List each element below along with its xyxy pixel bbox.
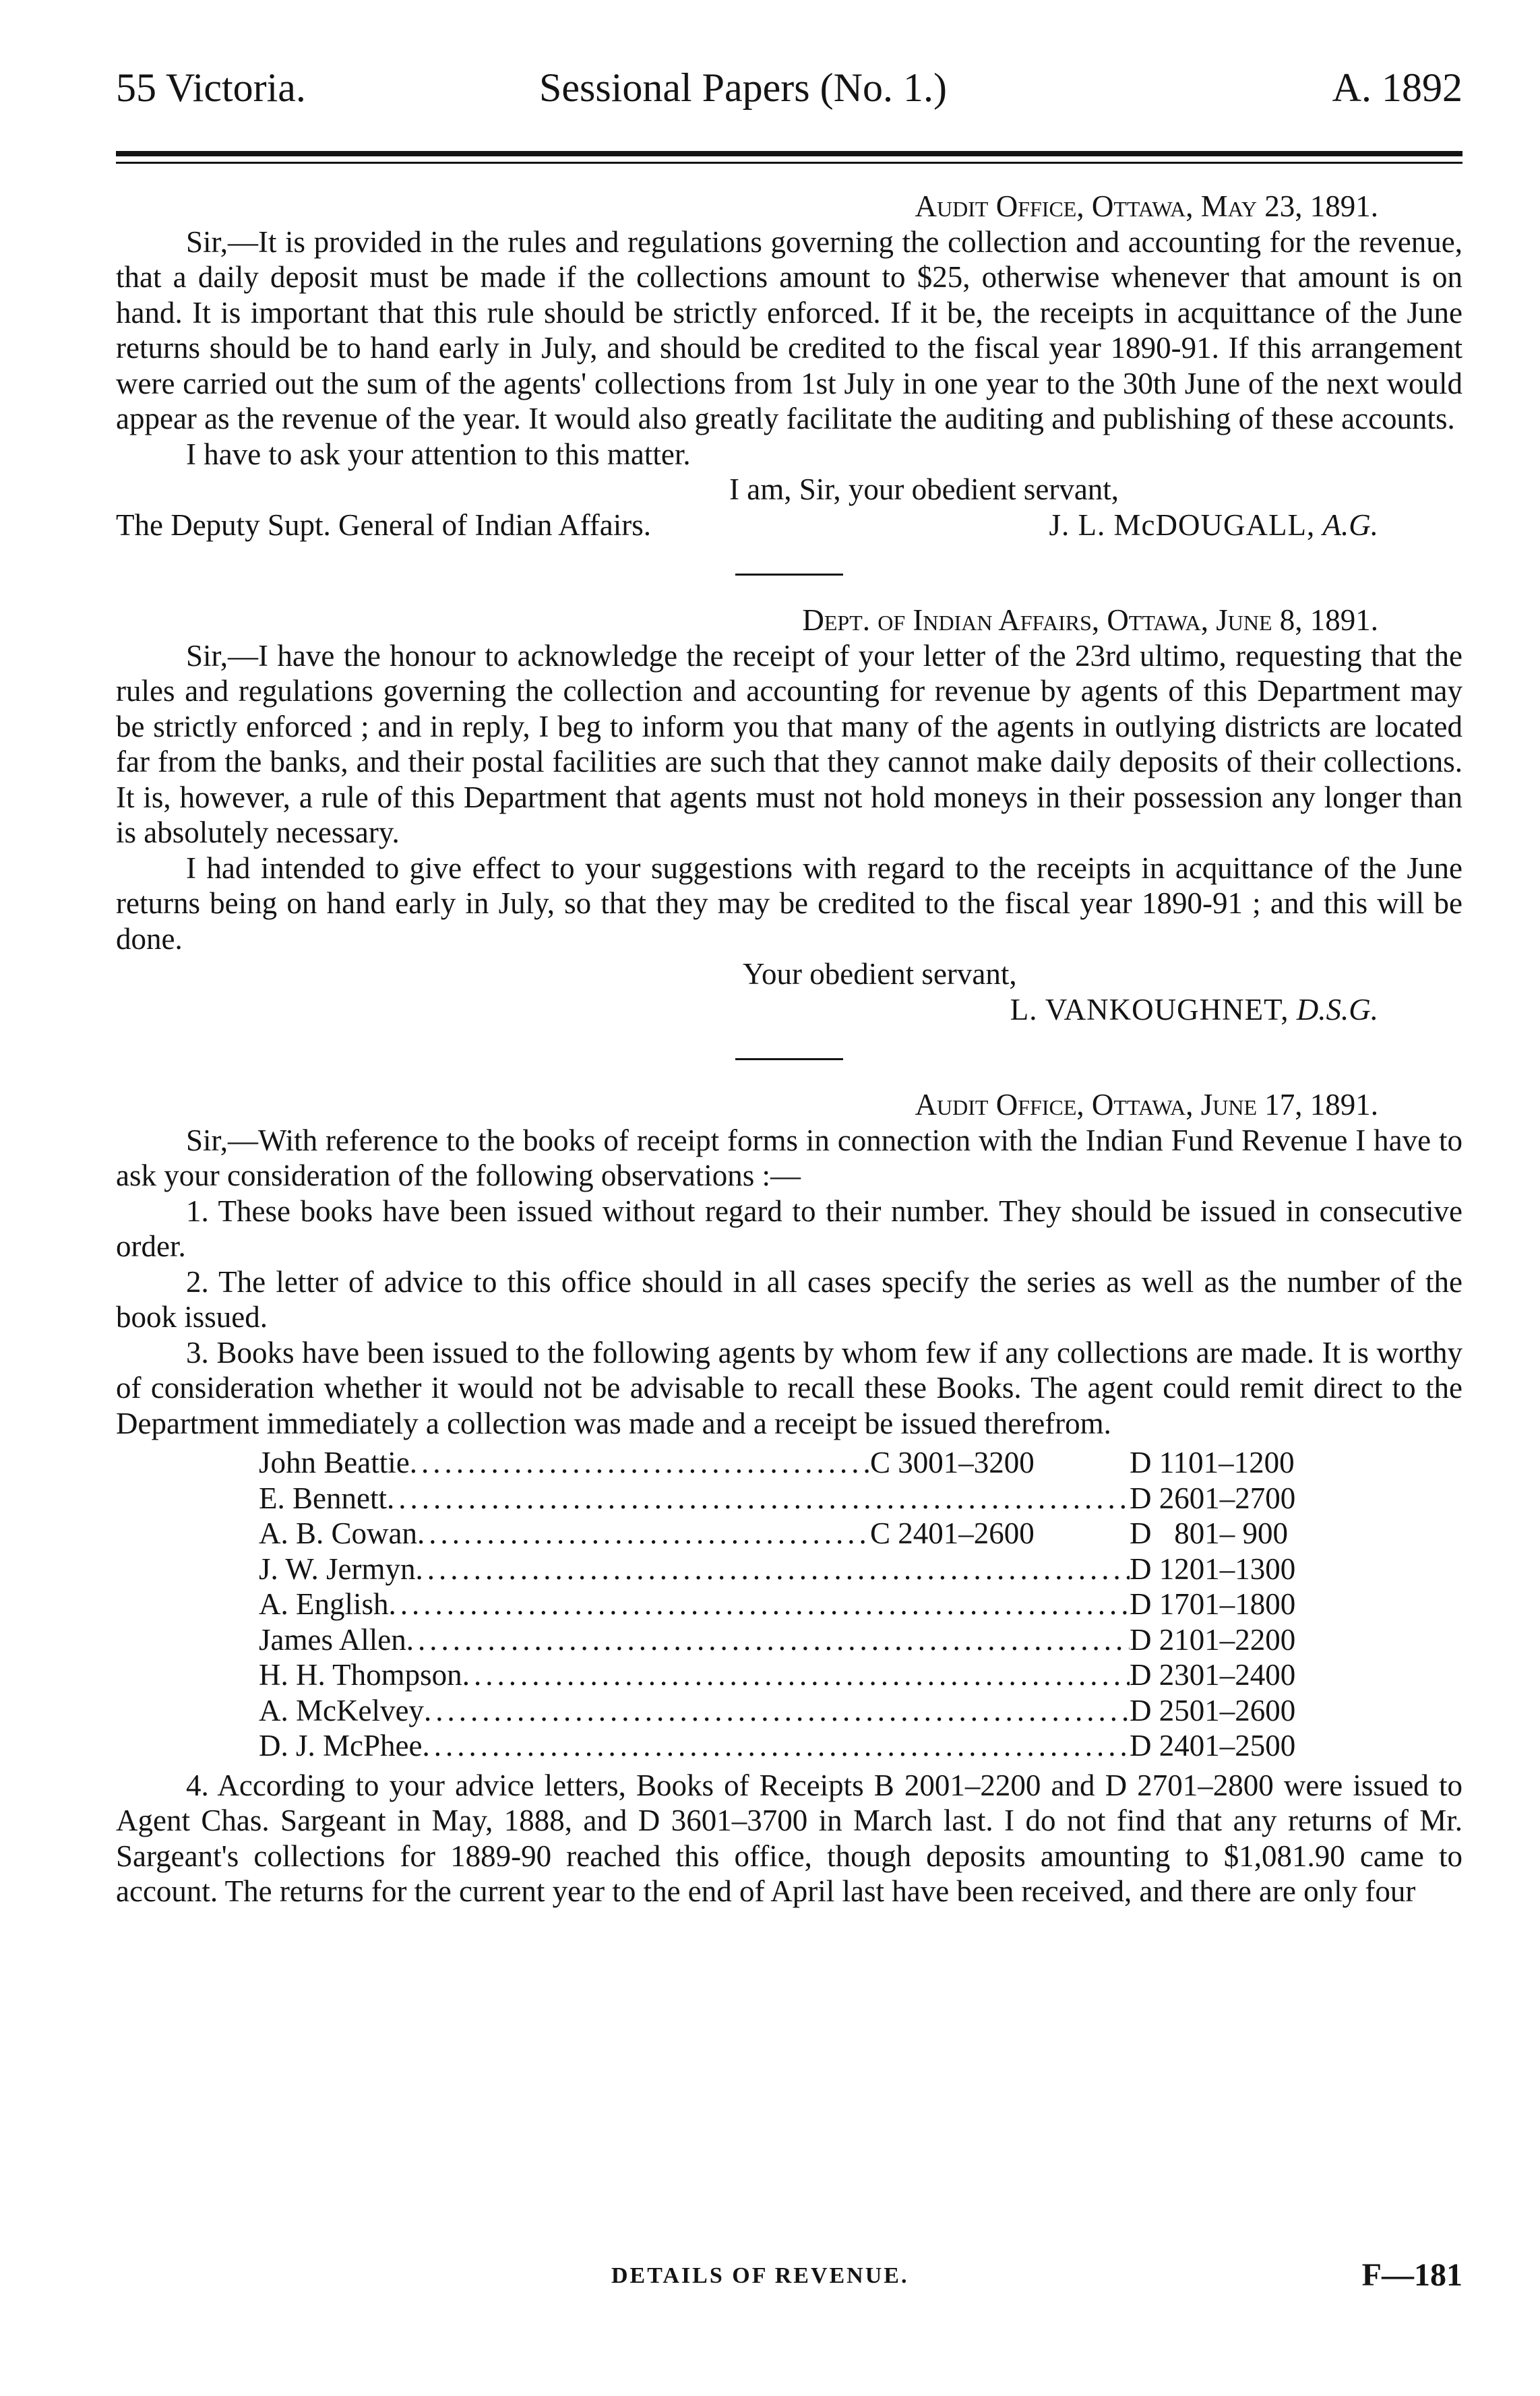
- letter2-body-2: I had intended to give effect to your suggestions with regard to the receipts in acquittance of the June returns being on hand early in July, so that they may be credited to the fiscal year 1890-91 ; and this will be done.: [116, 851, 1462, 956]
- letter2-signature-title: D.S.G.: [1296, 992, 1378, 1026]
- letter1-signature-block: [1049, 508, 1378, 543]
- agent-d-series: D 2501–2600: [1130, 1693, 1296, 1727]
- letter-audit-office-june: [116, 1087, 1462, 1909]
- agent-name: John Beattie: [259, 1446, 410, 1479]
- letter3-intro: Sir,—With reference to the books of receipt forms in connection with the Indian Fund Revenue I have to ask your consideration of the following observations :—: [116, 1123, 1462, 1192]
- agent-d-series: D 1701–1800: [1130, 1587, 1296, 1621]
- letter3-point-1: 1. These books have been issued without regard to their number. They should be issued in consecutive order.: [116, 1194, 1462, 1263]
- dot-leader: [389, 1587, 1130, 1622]
- letter1-signature: J. L. McDOUGALL,: [1049, 508, 1316, 542]
- letter3-point-4: 4. According to your advice letters, Books of Receipts B 2001–2200 and D 2701–2800 were issued to Agent Chas. Sargeant in May, 1888, and D 3601–3700 in March last. I do not find that any returns of Mr. Sargeant's collections for 1889-90 reached this office, though deposits amounting to $1,081.90 came to account. The returns for the current year to the end of April last have been received, and there are only four: [116, 1768, 1462, 1908]
- agent-name: A. English: [259, 1587, 389, 1621]
- letter2-closing: Your obedient servant,: [743, 957, 1017, 991]
- letter2-signature: L. VANKOUGHNET,: [1010, 992, 1289, 1026]
- header-session: 55 Victoria.: [116, 65, 306, 110]
- agent-name: J. W. Jermyn: [259, 1552, 416, 1586]
- dot-leader: [406, 1622, 1130, 1658]
- agent-name: James Allen: [259, 1622, 406, 1657]
- letter1-dateline: Audit Office, Ottawa, May 23, 1891.: [915, 189, 1378, 223]
- header-rule-thin: [116, 162, 1462, 164]
- page-header: [116, 65, 1462, 119]
- agent-name: H. H. Thompson: [259, 1658, 462, 1692]
- letter1-signature-row: [116, 508, 1462, 543]
- footer-running-title: DETAILS OF REVENUE.: [611, 2263, 909, 2288]
- list-item: [259, 1622, 1345, 1658]
- list-item: [259, 1516, 1345, 1552]
- list-item: [259, 1481, 1345, 1516]
- agent-name: A. McKelvey: [259, 1693, 424, 1727]
- dot-leader: [417, 1516, 870, 1552]
- dot-leader: [387, 1481, 1130, 1516]
- letter1-request: I have to ask your attention to this matter.: [186, 437, 691, 471]
- letter1-signature-title: A.G.: [1322, 508, 1378, 542]
- letter1-body: Sir,—It is provided in the rules and regulations governing the collection and accounting for the revenue, that a daily deposit must be made if the collections amount to $25, otherwise whenever that amount is on hand. It is important that this rule should be strictly enforced. If it be, the receipts in acquittance of the June returns should be to hand early in July, and should be credited to the fiscal year 1890-91. If this arrangement were carried out the sum of the agents' collections from 1st July in one year to the 30th June of the next would appear as the revenue of the year. It would also greatly facilitate the auditing and publishing of these accounts.: [116, 224, 1462, 435]
- agent-d-series: D 2101–2200: [1130, 1622, 1296, 1657]
- letter-separator: [735, 1058, 843, 1060]
- letter-separator: [735, 574, 843, 576]
- agent-d-series: D 1101–1200: [1130, 1446, 1295, 1479]
- agent-d-series: D 2401–2500: [1130, 1729, 1296, 1762]
- footer-page-number: F—181: [1361, 2257, 1462, 2293]
- agent-name: D. J. McPhee: [259, 1729, 423, 1762]
- letter1-addressee: The Deputy Supt. General of Indian Affairs.: [116, 508, 651, 542]
- letter-indian-affairs-june: [116, 603, 1462, 1027]
- agent-d-series: D 801– 900: [1130, 1516, 1288, 1550]
- letter3-point-2: 2. The letter of advice to this office should in all cases specify the series as well as the number of the book issued.: [116, 1264, 1462, 1334]
- dot-leader: [462, 1657, 1130, 1693]
- header-title: Sessional Papers (No. 1.): [539, 65, 947, 110]
- header-rule-thick: [116, 151, 1462, 156]
- agent-name: E. Bennett: [259, 1481, 387, 1515]
- letter2-dateline: Dept. of Indian Affairs, Ottawa, June 8, 1891.: [802, 603, 1378, 637]
- list-item: [259, 1657, 1345, 1693]
- letter3-point-3: 3. Books have been issued to the following agents by whom few if any collections are made. It is worthy of consideration whether it would not be advisable to recall these Books. The agent could remit direct to the Department immediately a collection was made and a receipt be issued therefrom.: [116, 1335, 1462, 1440]
- agent-name: A. B. Cowan: [259, 1516, 417, 1550]
- agent-d-series: D 2301–2400: [1130, 1658, 1296, 1692]
- agent-book-list: [259, 1445, 1345, 1764]
- list-item: [259, 1693, 1345, 1729]
- letter3-dateline: Audit Office, Ottawa, June 17, 1891.: [915, 1088, 1378, 1122]
- agent-c-series: C 2401–2600: [870, 1516, 1035, 1550]
- dot-leader: [410, 1445, 870, 1481]
- dot-leader: [424, 1693, 1130, 1729]
- agent-d-series: D 2601–2700: [1130, 1481, 1296, 1515]
- dot-leader: [422, 1728, 1130, 1764]
- agent-c-series: C 3001–3200: [870, 1446, 1035, 1479]
- dot-leader: [416, 1552, 1130, 1587]
- letter2-signature-block: [116, 992, 1462, 1028]
- letter-audit-office-may: [116, 189, 1462, 543]
- letter1-closing: I am, Sir, your obedient servant,: [729, 472, 1119, 506]
- list-item: [259, 1728, 1345, 1764]
- header-year: A. 1892: [1332, 65, 1462, 110]
- page-footer: [116, 2256, 1462, 2304]
- list-item: [259, 1445, 1345, 1481]
- agent-d-series: D 1201–1300: [1130, 1552, 1296, 1586]
- letter2-body-1: Sir,—I have the honour to acknowledge the receipt of your letter of the 23rd ultimo, requesting that the rules and regulations governing the collection and accounting for revenue by agents of this Department may be strictly enforced ; and in reply, I beg to inform you that many of the agents in outlying districts are located far from the banks, and their postal facilities are such that they cannot make daily deposits of their collections. It is, however, a rule of this Department that agents must not hold moneys in their possession any longer than is absolutely necessary.: [116, 638, 1462, 849]
- list-item: [259, 1587, 1345, 1622]
- document-body: [116, 189, 1462, 1909]
- list-item: [259, 1552, 1345, 1587]
